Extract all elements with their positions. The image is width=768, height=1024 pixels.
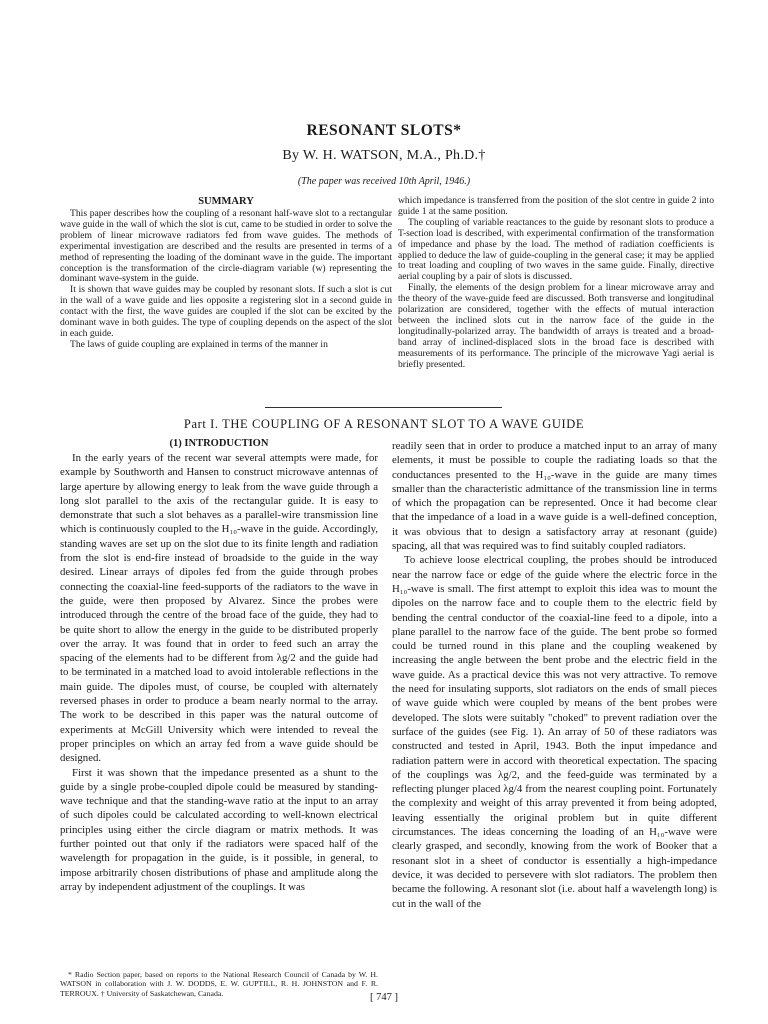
body-right-column <box>392 439 717 1009</box>
body-paragraph: readily seen that in order to produce a matched input to an array of many elements, it must be possible to couple the radiating loads so that the conductances presented to the H₁₀-wave in the guide are many times smaller than the characteristic admittance of the transmission line in terms of which the propagation can be represented. Once it had become clear that the impedance of a load in a wave guide is a well-defined conception, it was obvious that to design a satisfactory array at resonant (guide) spacing, all that was required was to find suitably coupled radiators. <box>392 440 717 553</box>
footnote: * Radio Section paper, based on reports to the National Research Council of Canada by W. H. WATSON in collaboration with J. W. DODDS, E. W. GUPTILL, R. H. JOHNSTON and F. R. TERROUX. † University of Saskatchewan, Canada. <box>60 970 378 998</box>
paper-title: RESONANT SLOTS* <box>306 122 462 139</box>
body-paragraph: To achieve loose electrical coupling, the probes should be introduced near the narrow face or edge of the guide where the electric force in the H₁₀-wave is small. The first attempt to exploit this idea was to mount the dipoles on the narrow face and to couple them to the electric field by bending the central conductor of the coaxial-line feed to a dipole, into a plane parallel to the narrow face of the guide. The bent probe so formed could be turned round in this plane and the coupling weakened by increasing the angle between the bent probe and the electric field in the wave guide. As a practical device this was not very attractive. To remove the need for insulating supports, slot radiators on the ends of small pieces of wave guide which were coupled by means of the bent probes were developed. The slots were suitably "choked" to prevent radiation over the surface of the guides (see Fig. 1). An array of 50 of these radiators was constructed and tested in April, 1943. Both the input impedance and radiation pattern were in accord with theoretical expectation. The spacing of the couplings was λg/2, and the feed-guide was terminated by a reflecting plunger placed λg/4 from the nearest coupling point. Fortunately the complexity and weight of this array prevented it from being adopted, leaving essentially the original problem but in quite different circumstances. The ideas concerning the loading of an H₁₀-wave were clearly grasped, and secondly, knowing from the work of Booker that a resonant slot in a sheet of conductor is essentially a high-impedance device, it was decided to persevere with slot radiators. The problem then became the following. A resonant slot (i.e. about half a wavelength long) is cut in the wall of the <box>392 554 717 910</box>
summary-left-column <box>60 209 392 351</box>
summary-paragraph: It is shown that wave guides may be coupled by resonant slots. If such a slot is cut in the wall of a wave guide and lies opposite a registering slot in a second guide in contact with the first, the wave guides are coupled if the slot can be excited by the dominant wave in both guides. The type of coupling depends on the aspect of the slot in each guide. <box>60 284 392 339</box>
received-date: (The paper was received 10th April, 1946.) <box>297 176 471 187</box>
summary-paragraph: This paper describes how the coupling of a resonant half-wave slot to a rectangular wave guide in the wall of which the slot is cut, came to be studied in order to solve the problem of linear microwave radiators fed from wave guides. The methods of experimental investigation are described and the results are presented in terms of a method of representing the loading of the dominant wave in the guide. The important conception is the transformation of the circle-diagram variable (w) representing the dominant wave-system in the guide. <box>60 208 392 285</box>
summary-paragraph: The laws of guide coupling are explained in terms of the manner in <box>70 338 328 350</box>
summary-paragraph: which impedance is transferred from the position of the slot centre in guide 2 into guide 1 at the same position. <box>398 195 714 217</box>
summary-right-column <box>398 196 714 371</box>
page-number: [ 747 ] <box>370 992 398 1003</box>
body-paragraph: First it was shown that the impedance presented as a shunt to the guide by a single probe-coupled dipole could be measured by standing-wave technique and that the standing-wave ratio at the input to an array of such dipoles could be calculated according to well-known electrical principles using either the circle diagram or matrix methods. It was further pointed out that only if the radiators were spaced half of the wavelength for propagation in the guide, is it possible, in general, to impose arbitrarily chosen distributions of phase and amplitude along the array by independent adjustment of the couplings. It was <box>60 766 378 893</box>
author-byline: By W. H. WATSON, M.A., Ph.D.† <box>282 148 486 163</box>
summary-paragraph: Finally, the elements of the design problem for a linear microwave array and the theory of the wave-guide feed are discussed. Both transverse and longitudinal polarization are considered, together with the effects of mutual interaction between the inclined slots cut in the narrow face of the guide in the longitudinally-polarized array. The bandwidth of arrays is treated and a broad-band array of inclined-displaced slots in the broad face is described with measurements of its performance. The principle of the microwave Yagi aerial is briefly presented. <box>398 282 714 370</box>
part-heading: Part I. THE COUPLING OF A RESONANT SLOT TO A WAVE GUIDE <box>183 417 585 431</box>
body-left-column <box>60 451 378 893</box>
summary-paragraph: The coupling of variable reactances to the guide by resonant slots to produce a T-section load is described, with experimental confirmation of the transformation of impedance and phase by the load. The method of radiation coefficients is applied to deduce the law of guide-coupling in the general case; it may be applied to treat loading and coupling of two waves in the same guide. Finally, directive aerial coupling by a pair of slots is discussed. <box>398 216 714 283</box>
body-paragraph: In the early years of the recent war several attempts were made, for example by Southworth and Hansen to construct microwave antennas of large aperture by allowing energy to leak from the wave guide through a long slot parallel to the axis of the rectangular guide. It is easy to demonstrate that such a slot behaves as a parallel-wire transmission line which is continuously coupled to the H₁₀-wave in the guide. Accordingly, standing waves are set up on the slot due to its finite length and radiation from the slot is end-fire instead of broadside to the guide in the way desired. Linear arrays of dipoles fed from the guide through probes connecting the coaxial-line feed-supports of the radiators to the wave in the guide, were then proposed by Alvarez. Since the probes were introduced through the centre of the broad face of the guide, they had to be quite short to allow the energy in the guide to be distributed properly over the array. It was found that in order to feed such an array the spacing of the elements had to be different from λg/2 and the guide had to be terminated in a matched load to avoid intolerable reflections in the main guide. The dipoles must, of course, be coupled with alternately reversed phases in order to produce a beam nearly normal to the array. The work to be described in this paper was the natural outcome of experiments at McGill University which were intended to reveal the proper principles on which an array fed from a wave guide should be designed. <box>60 452 378 765</box>
section-heading: (1) INTRODUCTION <box>169 438 269 449</box>
section-divider <box>265 407 502 408</box>
summary-heading: SUMMARY <box>198 196 254 207</box>
